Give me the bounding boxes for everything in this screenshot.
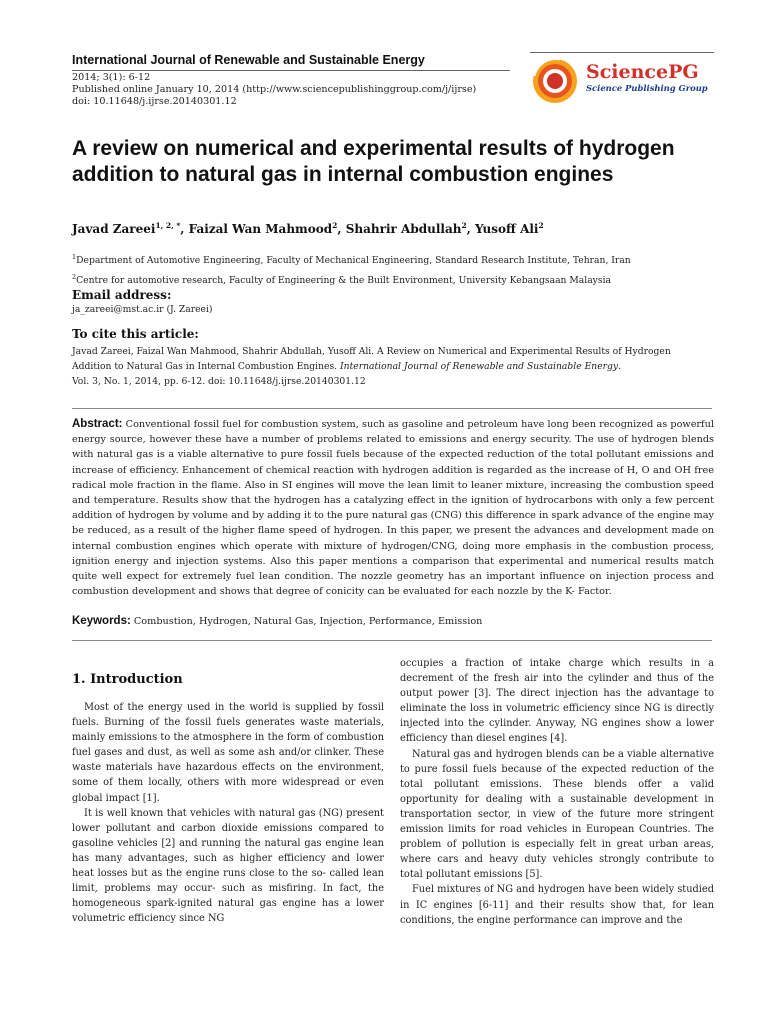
author-sup: 2 <box>332 221 338 230</box>
affiliations <box>72 249 631 289</box>
author-sup: 2 <box>538 221 544 230</box>
keywords-text: Combustion, Hydrogen, Natural Gas, Injection, Performance, Emission <box>133 616 483 627</box>
intro-paragraph: Fuel mixtures of NG and hydrogen have been widely studied in IC engines [6-11] and their results show that, for lean conditions, the engine performance can improve and the <box>400 884 714 926</box>
intro-paragraph: It is well known that vehicles with natural gas (NG) present lower pollutant and carbon dioxide emissions compared to gasoline vehicles [2] and running the natural gas engine lean has many advantages, such as higher efficiency and lower heat losses but as the engine runs close to the so- called lean limit, problems may occur- such as misfiring. In fact, the homogeneous spark-ignited natural gas engine has a lower volumetric efficiency since NG <box>72 807 384 925</box>
section-divider <box>72 640 712 641</box>
journal-title: International Journal of Renewable and Sustainable Energy <box>72 53 425 67</box>
keywords-label: Keywords: <box>72 615 131 627</box>
author-name: Yusoff Ali <box>475 222 539 236</box>
intro-paragraph: occupies a fraction of intake charge which results in a decrement of the fresh air into the cylinder and thus of the output power [3]. The direct injection has the advantage to eliminate the loss in volumetric efficiency since NG is directly injected into the cylinder. Anyway, NG engines show a lower efficiency than diesel engines [4]. <box>400 658 714 745</box>
affiliation-line <box>72 249 631 269</box>
citation-text: Javad Zareei, Faizal Wan Mahmood, Shahrir Abdullah, Yusoff Ali. A Review on Numerical and Experimental Results of Hydrogen Addition to Natural Gas in Internal Combustion Engines. <box>72 346 671 372</box>
published-line: Published online January 10, 2014 (http://www.sciencepublishinggroup.com/j/ijrse) <box>72 84 477 95</box>
abstract-text: Conventional fossil fuel for combustion system, such as gasoline and petroleum have long been recognized as powerful energy source, however these have a number of problems related to emissions and energy security. The use of hydrogen blends with natural gas is a viable alternative to pure fossil fuels because of the expected reduction of the total pollutant emissions and increase of efficiency. Enhancement of chemical reaction with hydrogen addition is regarded as the increase of H, O and OH free radical mole fraction in the flame. Also in SI engines will move the lean limit to leaner mixture, increasing the combustion speed and temperature. Results show that the hydrogen has a catalyzing effect in the ignition of hydrocarbons with only a few percent addition of hydrogen by volume and by adding it to the pure natural gas (CNG) this difference in spark advance of the engine may be reduced, as a result of the higher flame speed of hydrogen. In this paper, we present the advances and development made on internal combustion engines which operate with mixture of hydrogen/CNG, doing more emphasis in the combustion process, ignition energy and injection systems. Also this paper mentions a comparison that experimental and numerical results match quite well expect for extremely fuel lean condition. The nozzle geometry has an important influence on injection process and combustion development and shows that degree of conicity can be evaluated for each nozzle by the K- Factor. <box>72 419 714 598</box>
sciencepg-logo <box>530 56 710 106</box>
header-rule <box>72 70 510 71</box>
email-heading: Email address: <box>72 288 172 302</box>
citation-tail: Vol. 3, No. 1, 2014, pp. 6-12. doi: 10.11648/j.ijrse.20140301.12 <box>72 376 366 387</box>
citation-journal: International Journal of Renewable and Sustainable Energy <box>340 361 619 372</box>
sciencepg-logo-icon <box>530 56 580 106</box>
doi-line: doi: 10.11648/j.ijrse.20140301.12 <box>72 96 237 107</box>
abstract-rule <box>72 408 712 409</box>
author-sup: 2 <box>461 221 467 230</box>
author-name: Shahrir Abdullah <box>345 222 462 236</box>
article-title: A review on numerical and experimental results of hydrogen addition to natural gas in internal combustion engines <box>72 137 675 186</box>
intro-heading: 1. Introduction <box>72 672 183 687</box>
affiliation-text: Centre for automotive research, Faculty of Engineering & the Built Environment, University Kebangsaan Malaysia <box>76 275 612 287</box>
header-rule-right <box>530 52 714 53</box>
affiliation-sup: 2 <box>72 273 77 282</box>
abstract-label: Abstract: <box>72 418 123 430</box>
intro-paragraph: Most of the energy used in the world is supplied by fossil fuels. Burning of the fossil fuels generates waste materials, mainly emissions to the atmosphere in the form of combustion fuel gases and dust, as well as some ash and/or clinker. These waste materials have hazardous effects on the environment, some of them locally, others with more widespread or even global impact [1]. <box>72 702 384 804</box>
affiliation-sup: 1 <box>72 253 77 261</box>
author-sup: 1, 2, * <box>155 221 181 230</box>
affiliation-text: Department of Automotive Engineering, Faculty of Mechanical Engineering, Standard Research Institute, Tehran, Iran <box>76 255 631 267</box>
volume-line: 2014; 3(1): 6-12 <box>72 72 151 83</box>
abstract <box>72 417 714 599</box>
right-column <box>400 656 714 928</box>
author-name: Javad Zareei <box>72 222 156 236</box>
keywords <box>72 615 482 627</box>
citation: Javad Zareei, Faizal Wan Mahmood, Shahrir Abdullah, Yusoff Ali. A Review on Numerical and Experimental Results of Hydrogen Addition to Natural Gas in Internal Combustion Engines. International Journal of Renewable and Sustainable Energy. Vol. 3, No. 1, 2014, pp. 6-12. doi: 10.11648/j.ijrse.20140301.12 <box>72 346 671 387</box>
email-address: ja_zareei@mst.ac.ir (J. Zareei) <box>72 304 213 315</box>
intro-paragraph: Natural gas and hydrogen blends can be a viable alternative to pure fossil fuels because of the expected reduction of the total pollutant emissions. These blends offer a valid opportunity for dealing with a sustainable development in transportation sector, in view of the future more stringent emission limits for road vehicles in European Countries. The problem of pollution is especially felt in great urban areas, where cars and heavy duty vehicles strongly contribute to total pollutant emissions [5]. <box>400 748 714 881</box>
logo-name: SciencePG <box>586 61 699 83</box>
logo-subtitle: Science Publishing Group <box>586 83 708 93</box>
affiliation-line <box>72 269 631 289</box>
author-list: Javad Zareei$^{1, 2, *}$, Faizal Wan Mahmood$^2$, Shahrir Abdullah$^2$, Yusoff Ali$^2$ <box>72 221 544 236</box>
publication-meta <box>72 72 476 108</box>
cite-heading: To cite this article: <box>72 327 199 341</box>
left-column <box>72 700 384 926</box>
author-name: Faizal Wan Mahmood <box>188 222 333 236</box>
